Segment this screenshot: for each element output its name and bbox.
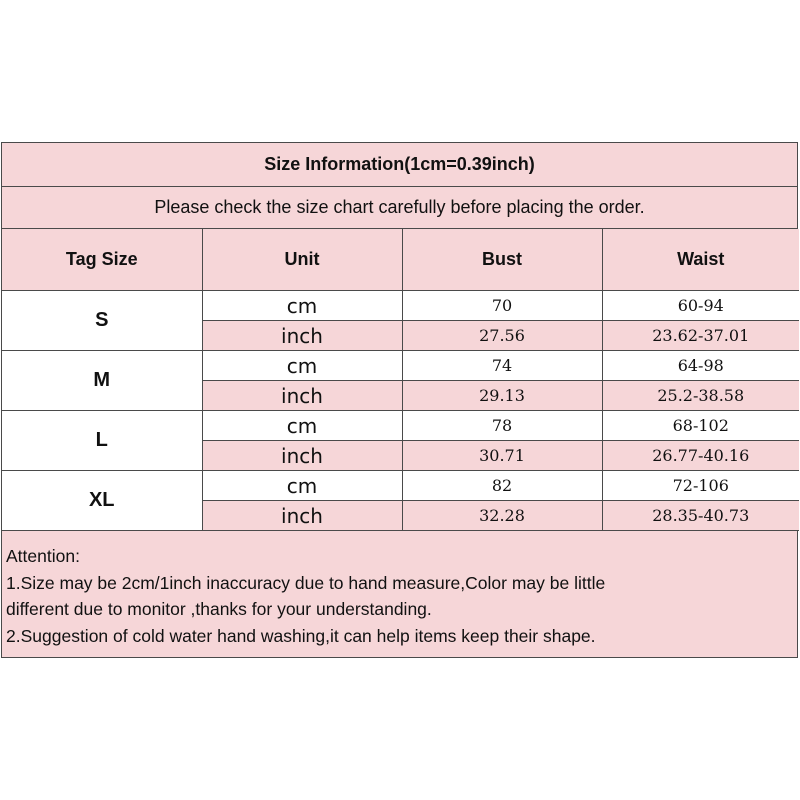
- unit-cell: cm: [202, 471, 402, 501]
- bust-cell: 27.56: [402, 321, 602, 351]
- unit-cell: inch: [202, 381, 402, 411]
- bust-cell: 29.13: [402, 381, 602, 411]
- unit-cell: cm: [202, 411, 402, 441]
- unit-cell: inch: [202, 441, 402, 471]
- waist-cell: 26.77-40.16: [602, 441, 799, 471]
- header-unit: Unit: [202, 229, 402, 291]
- size-label-s: S: [2, 291, 202, 351]
- waist-cell: 28.35-40.73: [602, 501, 799, 531]
- table-header-row: [2, 229, 799, 291]
- header-tag-size: Tag Size: [2, 229, 202, 291]
- unit-cell: cm: [202, 291, 402, 321]
- waist-cell: 23.62-37.01: [602, 321, 799, 351]
- bust-cell: 70: [402, 291, 602, 321]
- table-row: [2, 291, 799, 321]
- bust-cell: 30.71: [402, 441, 602, 471]
- waist-cell: 25.2-38.58: [602, 381, 799, 411]
- notes-line-3: 2.Suggestion of cold water hand washing,it can help items keep their shape.: [6, 625, 596, 646]
- waist-cell: 72-106: [602, 471, 799, 501]
- chart-title: Size Information(1cm=0.39inch): [2, 143, 797, 187]
- table-row: [2, 411, 799, 441]
- attention-notes: [2, 531, 797, 649]
- size-label-l: L: [2, 411, 202, 471]
- table-row: [2, 471, 799, 501]
- waist-cell: 68-102: [602, 411, 799, 441]
- bust-cell: 78: [402, 411, 602, 441]
- notes-heading: Attention:: [6, 546, 80, 566]
- notes-line-2: different due to monitor ,thanks for your understanding.: [6, 599, 432, 619]
- bust-cell: 32.28: [402, 501, 602, 531]
- header-bust: Bust: [402, 229, 602, 291]
- bust-cell: 82: [402, 471, 602, 501]
- size-label-xl: XL: [2, 471, 202, 531]
- waist-cell: 60-94: [602, 291, 799, 321]
- size-table: [2, 229, 799, 531]
- waist-cell: 64-98: [602, 351, 799, 381]
- header-waist: Waist: [602, 229, 799, 291]
- notes-line-1: 1.Size may be 2cm/1inch inaccuracy due to hand measure,Color may be little: [6, 572, 606, 593]
- bust-cell: 74: [402, 351, 602, 381]
- unit-cell: inch: [202, 501, 402, 531]
- chart-subtitle: Please check the size chart carefully before placing the order.: [2, 187, 797, 229]
- unit-cell: inch: [202, 321, 402, 351]
- table-row: [2, 351, 799, 381]
- size-label-m: M: [2, 351, 202, 411]
- size-chart: [1, 142, 798, 658]
- unit-cell: cm: [202, 351, 402, 381]
